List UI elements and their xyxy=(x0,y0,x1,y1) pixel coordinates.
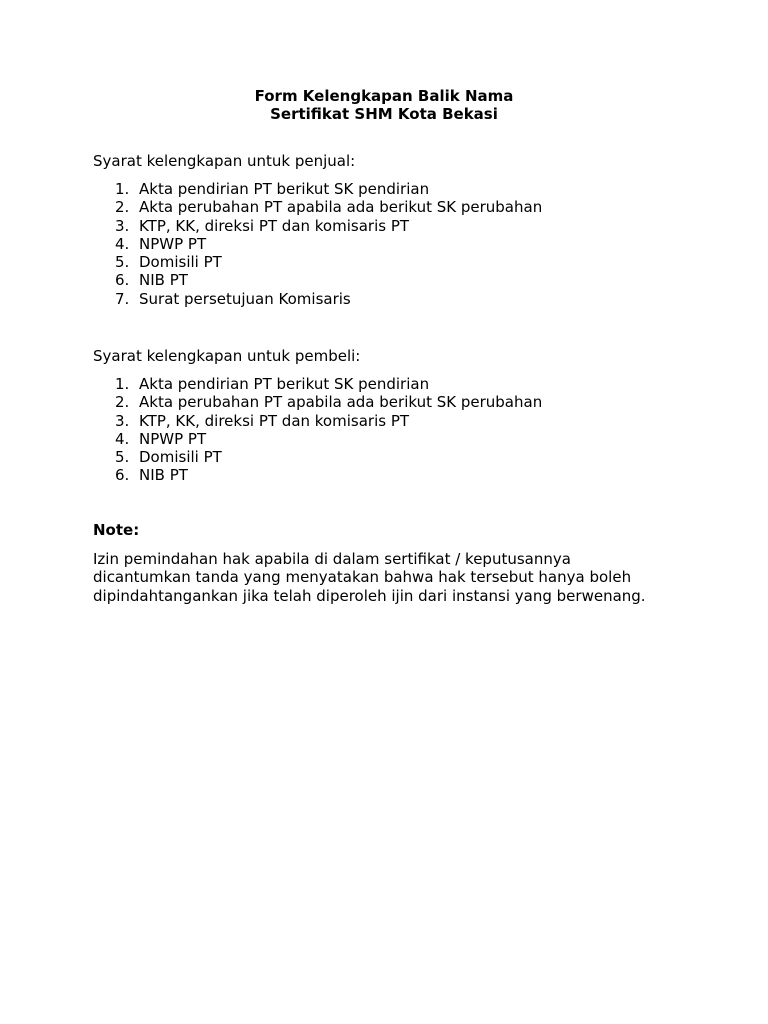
list-item xyxy=(93,217,693,235)
list-item xyxy=(93,180,693,198)
title-line-1: Form Kelengkapan Balik Nama xyxy=(254,87,514,105)
list-item xyxy=(93,253,693,271)
list-number: 4. xyxy=(115,429,130,448)
seller-requirements-section xyxy=(93,152,693,308)
list-item-text: NIB PT xyxy=(139,271,188,290)
list-item xyxy=(93,466,693,484)
seller-heading: Syarat kelengkapan untuk penjual: xyxy=(93,152,356,170)
list-item xyxy=(93,430,693,448)
list-item xyxy=(93,448,693,466)
title-line-2: Sertifikat SHM Kota Bekasi xyxy=(270,105,498,123)
list-item xyxy=(93,393,693,411)
list-item-text: Akta perubahan PT apabila ada berikut SK perubahan xyxy=(139,393,543,412)
list-number: 2. xyxy=(115,393,130,412)
list-item xyxy=(93,375,693,393)
list-item-text: Domisili PT xyxy=(139,253,222,272)
list-number: 5. xyxy=(115,448,130,467)
list-number: 3. xyxy=(115,411,130,430)
list-item-text: NIB PT xyxy=(139,466,188,485)
document-title xyxy=(0,87,768,123)
note-line: dipindahtangankan jika telah diperoleh ijin dari instansi yang berwenang. xyxy=(93,586,646,605)
list-item-text: Akta pendirian PT berikut SK pendirian xyxy=(139,180,430,198)
note-line: dicantumkan tanda yang menyatakan bahwa hak tersebut hanya boleh xyxy=(93,568,632,587)
note-heading: Note: xyxy=(93,521,140,539)
list-item-text: Domisili PT xyxy=(139,448,222,467)
list-number: 2. xyxy=(115,198,130,217)
list-item xyxy=(93,198,693,216)
list-item-text: KTP, KK, direksi PT dan komisaris PT xyxy=(139,411,410,430)
note-body xyxy=(93,550,693,605)
list-item-text: Akta pendirian PT berikut SK pendirian xyxy=(139,375,430,393)
seller-requirements-list xyxy=(93,180,693,308)
list-item xyxy=(93,235,693,253)
list-item-text: NPWP PT xyxy=(139,429,207,448)
list-item xyxy=(93,290,693,308)
note-line: Izin pemindahan hak apabila di dalam sertifikat / keputusannya xyxy=(93,550,571,568)
list-number: 6. xyxy=(115,466,130,485)
list-number: 4. xyxy=(115,234,130,253)
list-number: 1. xyxy=(115,180,130,198)
list-item-text: Akta perubahan PT apabila ada berikut SK perubahan xyxy=(139,198,543,217)
buyer-requirements-section xyxy=(93,347,693,485)
list-number: 7. xyxy=(115,289,130,308)
list-number: 5. xyxy=(115,253,130,272)
list-item-text: Surat persetujuan Komisaris xyxy=(139,289,351,308)
list-item xyxy=(93,271,693,289)
list-item-text: KTP, KK, direksi PT dan komisaris PT xyxy=(139,216,410,235)
list-number: 3. xyxy=(115,216,130,235)
buyer-requirements-list xyxy=(93,375,693,485)
list-number: 1. xyxy=(115,375,130,393)
list-item-text: NPWP PT xyxy=(139,234,207,253)
list-number: 6. xyxy=(115,271,130,290)
list-item xyxy=(93,412,693,430)
buyer-heading: Syarat kelengkapan untuk pembeli: xyxy=(93,347,361,365)
